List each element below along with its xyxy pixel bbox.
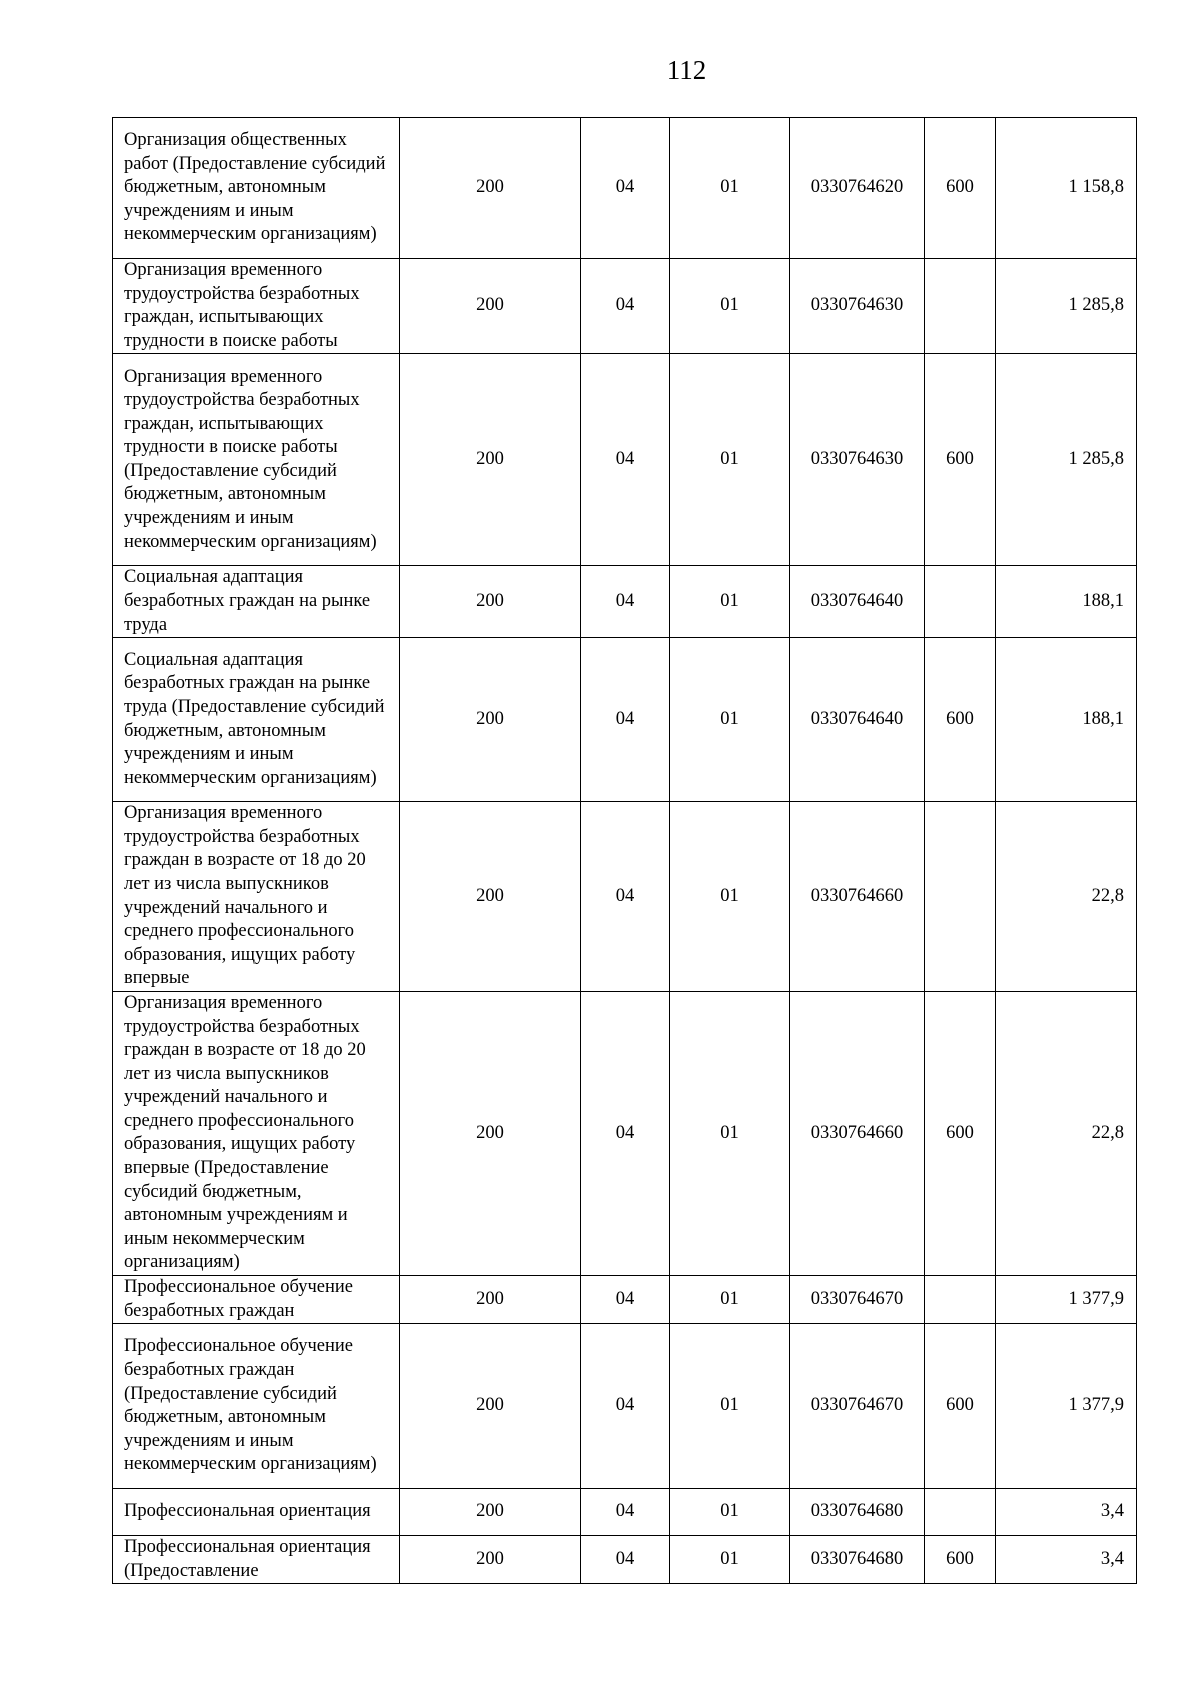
table-row [113,354,1137,566]
amount-value: 3,4 [996,1489,1137,1536]
subsection-code: 01 [670,991,790,1275]
target-article-code: 0330764680 [790,1536,925,1584]
section-code: 04 [581,259,670,354]
table-row [113,566,1137,638]
expense-item-name: Организация временного трудоустройства безработных граждан в возрасте от 18 до 20 лет из числа выпускников учреждений начального и среднего профессионального образования, ищущих работу впервые (Предоставление субсидий бюджетным, автономным учреждениям и иным некоммерческим организациям) [113,991,400,1275]
table-row [113,259,1137,354]
table-row [113,638,1137,802]
ministry-code: 200 [400,1489,581,1536]
section-code: 04 [581,1489,670,1536]
ministry-code: 200 [400,259,581,354]
expense-type-code: 600 [925,991,996,1275]
expense-type-code [925,802,996,992]
expense-item-name: Организация общественных работ (Предоставление субсидий бюджетным, автономным учреждениям и иным некоммерческим организациям) [113,118,400,259]
table-row [113,1276,1137,1324]
table-row [113,118,1137,259]
table-row [113,1489,1137,1536]
ministry-code: 200 [400,802,581,992]
expense-item-name: Социальная адаптация безработных граждан на рынке труда [113,566,400,638]
subsection-code: 01 [670,638,790,802]
expense-item-name: Организация временного трудоустройства безработных граждан в возрасте от 18 до 20 лет из числа выпускников учреждений начального и среднего профессионального образования, ищущих работу впервые [113,802,400,992]
section-code: 04 [581,566,670,638]
amount-value: 1 158,8 [996,118,1137,259]
amount-value: 188,1 [996,638,1137,802]
expense-type-code [925,566,996,638]
amount-value: 1 377,9 [996,1276,1137,1324]
section-code: 04 [581,802,670,992]
ministry-code: 200 [400,118,581,259]
expense-item-name: Профессиональное обучение безработных граждан (Предоставление субсидий бюджетным, автономным учреждениям и иным некоммерческим организациям) [113,1324,400,1489]
expense-type-code [925,1276,996,1324]
ministry-code: 200 [400,354,581,566]
subsection-code: 01 [670,1324,790,1489]
target-article-code: 0330764640 [790,638,925,802]
expense-item-name: Профессиональная ориентация [113,1489,400,1536]
table-row [113,1324,1137,1489]
target-article-code: 0330764670 [790,1276,925,1324]
ministry-code: 200 [400,566,581,638]
target-article-code: 0330764670 [790,1324,925,1489]
expense-item-name: Профессиональная ориентация (Предоставление [113,1536,400,1584]
section-code: 04 [581,354,670,566]
amount-value: 1 285,8 [996,259,1137,354]
amount-value: 188,1 [996,566,1137,638]
section-code: 04 [581,118,670,259]
expense-item-name: Профессиональное обучение безработных граждан [113,1276,400,1324]
subsection-code: 01 [670,802,790,992]
expense-type-code: 600 [925,1536,996,1584]
subsection-code: 01 [670,1489,790,1536]
expense-type-code: 600 [925,1324,996,1489]
expense-type-code [925,1489,996,1536]
section-code: 04 [581,1536,670,1584]
ministry-code: 200 [400,638,581,802]
section-code: 04 [581,1324,670,1489]
section-code: 04 [581,1276,670,1324]
section-code: 04 [581,991,670,1275]
target-article-code: 0330764640 [790,566,925,638]
expense-item-name: Организация временного трудоустройства безработных граждан, испытывающих трудности в поиске работы (Предоставление субсидий бюджетным, автономным учреждениям и иным некоммерческим организациям) [113,354,400,566]
expense-type-code [925,259,996,354]
section-code: 04 [581,638,670,802]
target-article-code: 0330764620 [790,118,925,259]
target-article-code: 0330764660 [790,991,925,1275]
budget-table-body [113,118,1137,1584]
subsection-code: 01 [670,566,790,638]
ministry-code: 200 [400,991,581,1275]
expense-type-code: 600 [925,638,996,802]
subsection-code: 01 [670,1536,790,1584]
budget-table [112,117,1137,1584]
page-number: 112 [666,55,707,85]
subsection-code: 01 [670,259,790,354]
table-row [113,991,1137,1275]
subsection-code: 01 [670,118,790,259]
target-article-code: 0330764660 [790,802,925,992]
expense-item-name: Организация временного трудоустройства безработных граждан, испытывающих трудности в поиске работы [113,259,400,354]
ministry-code: 200 [400,1276,581,1324]
target-article-code: 0330764680 [790,1489,925,1536]
table-row [113,802,1137,992]
ministry-code: 200 [400,1536,581,1584]
expense-item-name: Социальная адаптация безработных граждан на рынке труда (Предоставление субсидий бюджетным, автономным учреждениям и иным некоммерческим организациям) [113,638,400,802]
amount-value: 22,8 [996,802,1137,992]
subsection-code: 01 [670,354,790,566]
subsection-code: 01 [670,1276,790,1324]
expense-type-code: 600 [925,118,996,259]
expense-type-code: 600 [925,354,996,566]
amount-value: 1 377,9 [996,1324,1137,1489]
target-article-code: 0330764630 [790,259,925,354]
amount-value: 3,4 [996,1536,1137,1584]
table-row [113,1536,1137,1584]
amount-value: 22,8 [996,991,1137,1275]
amount-value: 1 285,8 [996,354,1137,566]
ministry-code: 200 [400,1324,581,1489]
target-article-code: 0330764630 [790,354,925,566]
